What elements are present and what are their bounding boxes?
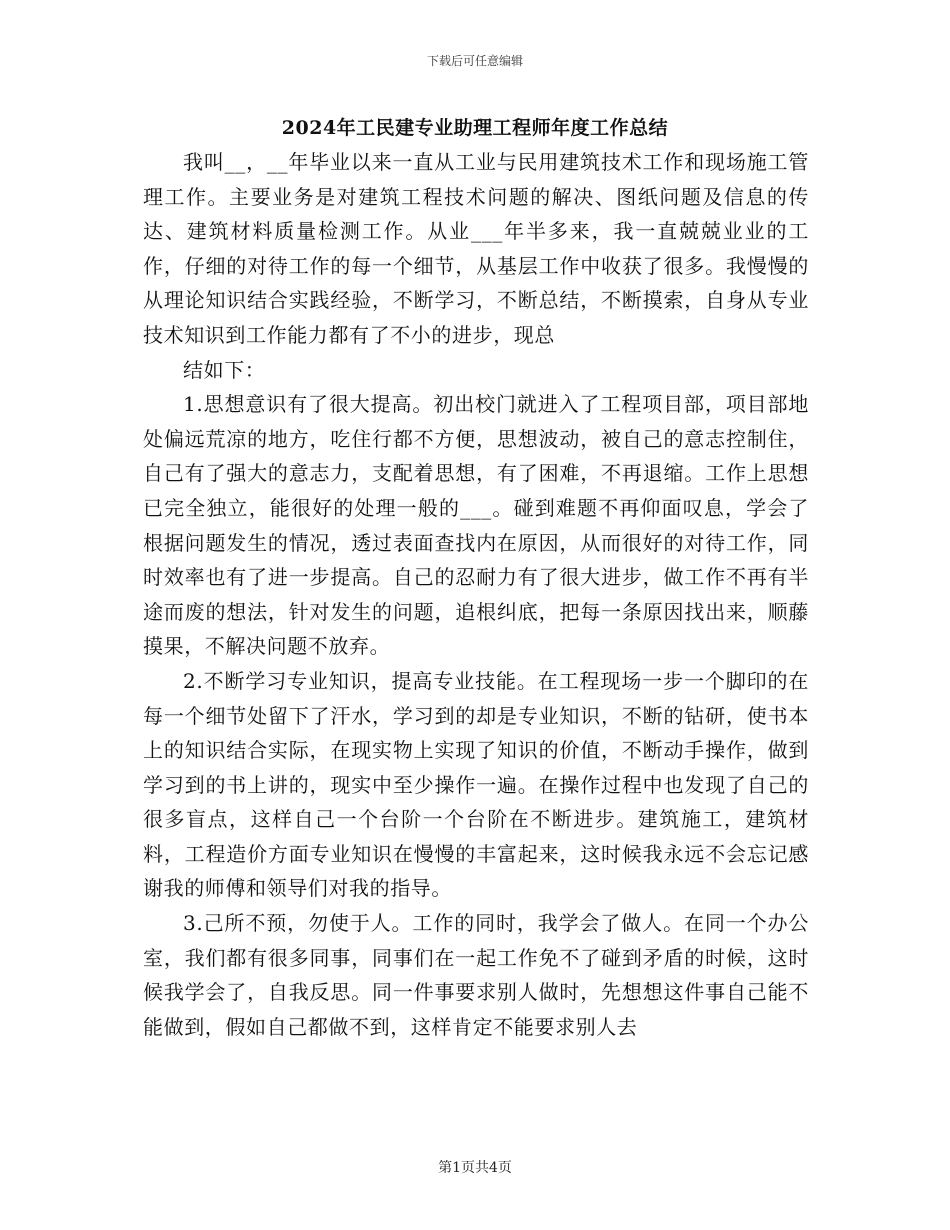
page-header-note: 下载后可任意编辑 <box>426 54 523 68</box>
paragraph-point-1: 1.思想意识有了很大提高。初出校门就进入了工程项目部，项目部地处偏远荒凉的地方，吃住行都不方便，思想波动，被自己的意志控制住，自己有了强大的意志力，支配着思想，有了困难，不再退缩。工作上思想已完全独立，能很好的处理一般的___。碰到难题不再仰面叹息，学会了根据问题发生的情况，透过表面查找内在原因，从而很好的对待工作，同时效率也有了进一步提高。自己的忍耐力有了很大进步，做工作不再有半途而废的想法，针对发生的问题，追根纠底，把每一条原因找出来，顺藤摸果，不解决问题不放弃。 <box>143 392 809 659</box>
document-body <box>143 145 809 1044</box>
paragraph-point-3: 3.己所不预，勿使于人。工作的同时，我学会了做人。在同一个办公室，我们都有很多同事，同事们在一起工作免不了碰到矛盾的时候，这时候我学会了，自我反思。同一件事要求别人做时，先想想这件事自己能不能做到，假如自己都做不到，这样肯定不能要求别人去 <box>143 911 809 1039</box>
paragraph-intro: 我叫__，__年毕业以来一直从工业与民用建筑技术工作和现场施工管理工作。主要业务是对建筑工程技术问题的解决、图纸问题及信息的传达、建筑材料质量检测工作。从业___年半多来，我一直兢兢业业的工作，仔细的对待工作的每一个细节，从基层工作中收获了很多。我慢慢的从理论知识结合实践经验，不断学习，不断总结，不断摸索，自身从专业技术知识到工作能力都有了不小的进步，现总 <box>143 150 809 347</box>
paragraph-point-2: 2.不断学习专业知识，提高专业技能。在工程现场一步一个脚印的在每一个细节处留下了汗水，学习到的却是专业知识，不断的钻研，使书本上的知识结合实际，在现实物上实现了知识的价值，不断动手操作，做到学习到的书上讲的，现实中至少操作一遍。在操作过程中也发现了自己的很多盲点，这样自己一个台阶一个台阶在不断进步。建筑施工，建筑材料，工程造价方面专业知识在慢慢的丰富起来，这时候我永远不会忘记感谢我的师傅和领导们对我的指导。 <box>143 668 809 901</box>
page-number-footer: 第1页共4页 <box>438 1160 512 1176</box>
document-title: 2024年工民建专业助理工程师年度工作总结 <box>281 117 669 139</box>
paragraph-summary-lead: 结如下： <box>183 357 266 382</box>
